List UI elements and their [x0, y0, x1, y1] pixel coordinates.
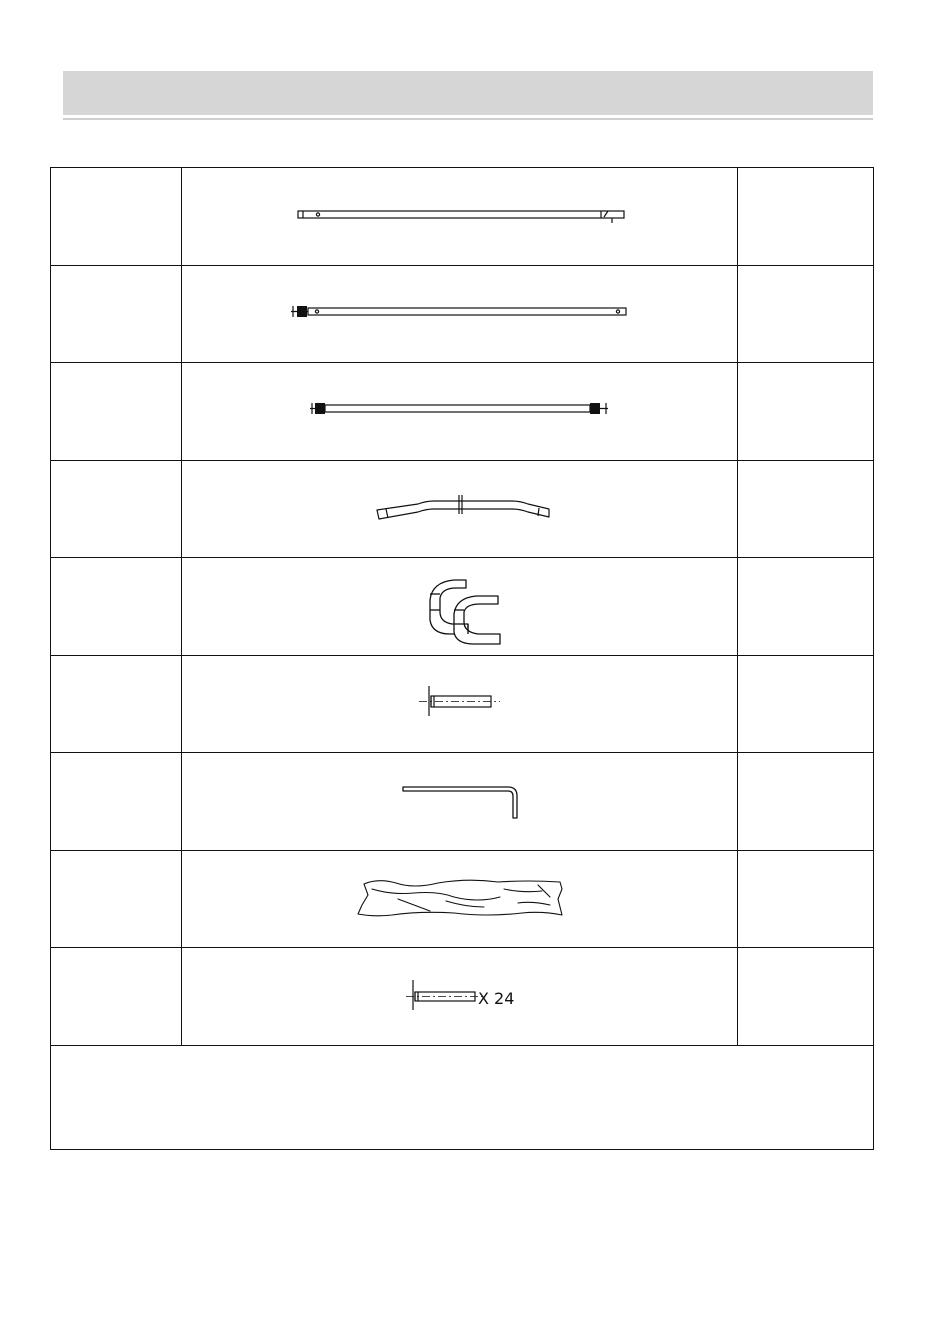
- part-quantity-cell: [738, 948, 872, 1045]
- part-label-cell: [51, 266, 182, 363]
- part-drawing-cell: [182, 851, 738, 948]
- part-label-cell: [51, 948, 182, 1045]
- table-row: [51, 851, 873, 949]
- part-drawing-cell: [182, 948, 738, 1045]
- header-divider: [63, 118, 873, 120]
- part-quantity-cell: [738, 363, 872, 460]
- part-drawing-cell: [182, 266, 738, 363]
- tube-with-knob-icon: [182, 266, 738, 363]
- part-quantity-cell: [738, 558, 872, 655]
- straight-tube-icon: [182, 168, 738, 265]
- part-label-cell: [51, 168, 182, 265]
- notes-cell: [51, 1046, 873, 1149]
- table-row: [51, 461, 873, 559]
- part-drawing-cell: [182, 656, 738, 753]
- curved-bar-icon: [182, 461, 738, 558]
- table-row: [51, 168, 873, 266]
- screw-multiplier-label: X 24: [478, 989, 515, 1008]
- part-drawing-cell: [182, 558, 738, 655]
- clamp-icon: [182, 558, 738, 655]
- part-quantity-cell: [738, 168, 872, 265]
- table-row: [51, 948, 873, 1046]
- table-row: [51, 266, 873, 364]
- part-quantity-cell: [738, 461, 872, 558]
- double-knob-tube-icon: [182, 363, 738, 460]
- table-row: [51, 753, 873, 851]
- parts-table: [50, 167, 874, 1150]
- allen-key-icon: [182, 753, 738, 850]
- cloth-icon: [182, 851, 738, 948]
- part-label-cell: [51, 558, 182, 655]
- part-drawing-cell: [182, 363, 738, 460]
- table-row: [51, 656, 873, 754]
- section-header-bar: [63, 71, 873, 115]
- part-quantity-cell: [738, 753, 872, 850]
- part-label-cell: [51, 851, 182, 948]
- part-quantity-cell: [738, 266, 872, 363]
- table-row: [51, 363, 873, 461]
- part-drawing-cell: [182, 461, 738, 558]
- part-drawing-cell: [182, 168, 738, 265]
- part-drawing-cell: [182, 753, 738, 850]
- part-quantity-cell: [738, 656, 872, 753]
- part-label-cell: [51, 461, 182, 558]
- bolt-icon: [182, 656, 738, 753]
- screw-icon: [182, 948, 738, 1045]
- part-quantity-cell: [738, 851, 872, 948]
- table-row: [51, 558, 873, 656]
- part-label-cell: [51, 363, 182, 460]
- part-label-cell: [51, 656, 182, 753]
- part-label-cell: [51, 753, 182, 850]
